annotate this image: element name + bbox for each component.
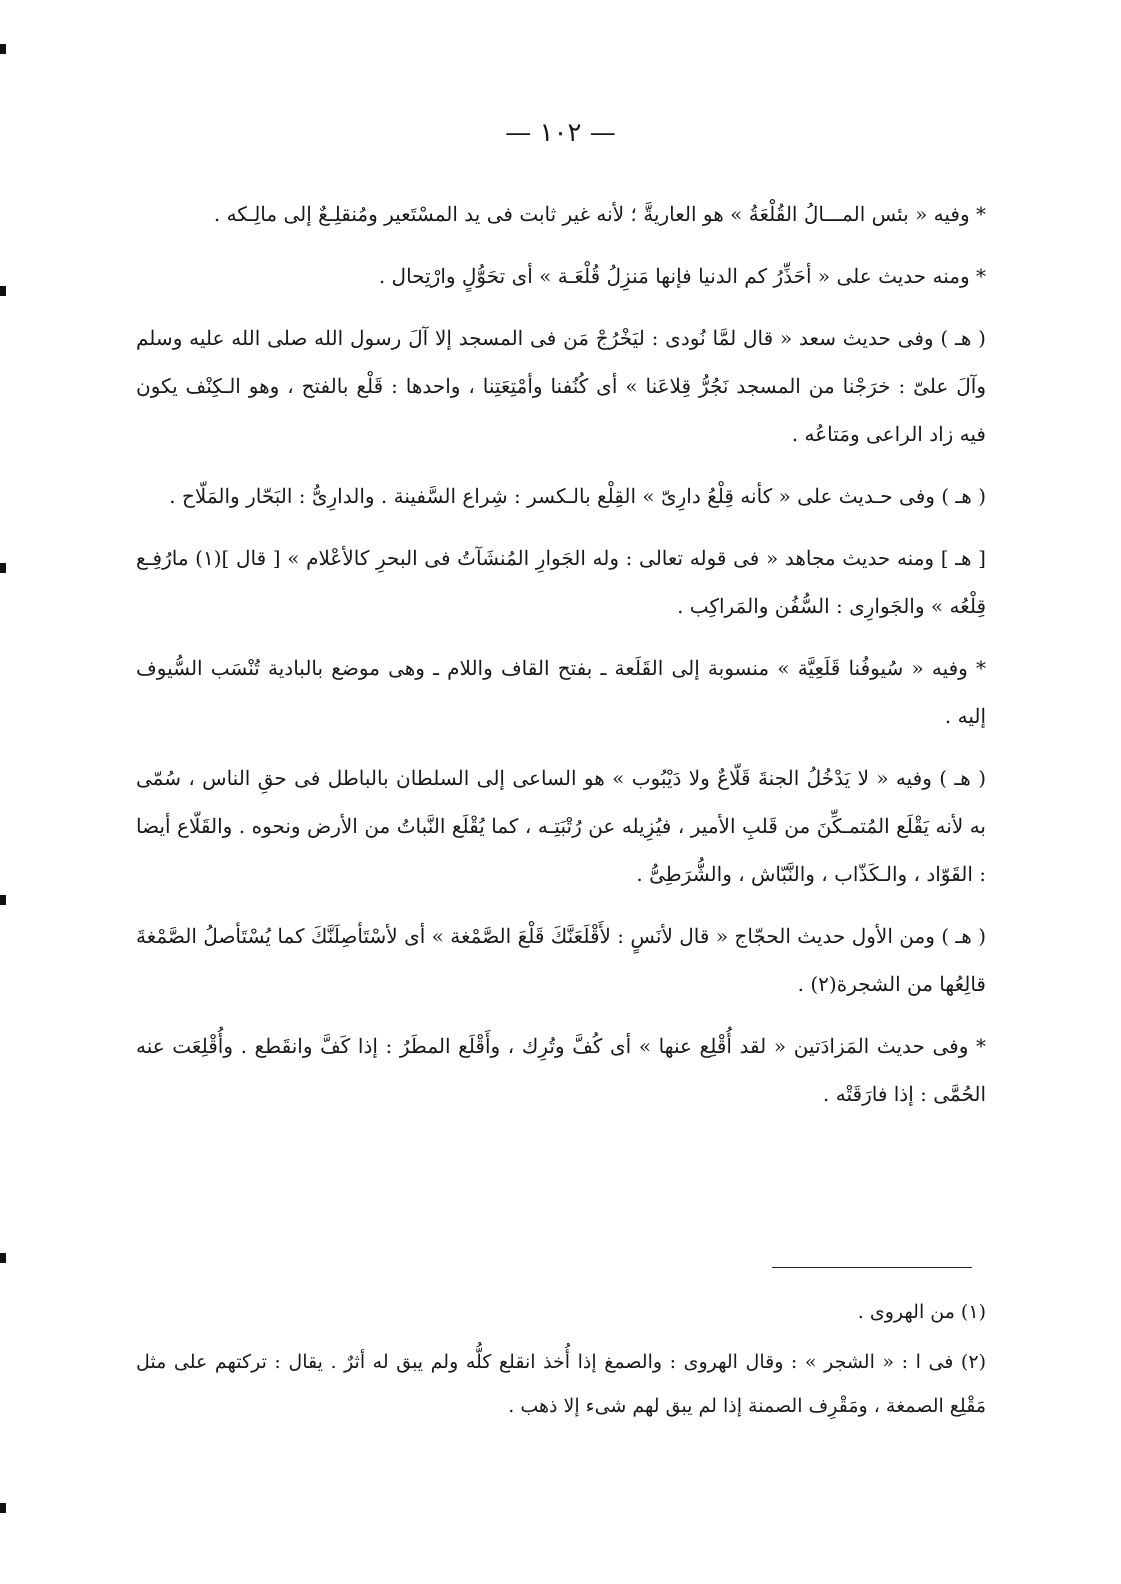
paragraph: ( هـ ) وفى حـديث على « كأنه قِلْعُ دارِىّ » القِلْع بالـكسر : شِراع السَّفينة . والدارِىُّ : البَحّار والمَلّاح . [169,484,986,508]
paragraph: ( هـ ) وفى حديث سعد « قال لمَّا نُودى : ليَخْرُجْ مَن فى المسجد إلا آلَ رسول الله صلى الله عليه وسلم وآلَ علىّ : خرَجْنا من المسجد نَجُرُّ قِلاعَنا » أى كُنُفنا وأمْتِعَتِنا ، واحدها : قَلْع بالفتح ، وهو الـكِنْف يكون فيه زاد الراعى ومَتاعُه . [136,326,986,446]
paragraph: ( هـ ) ومن الأول حديث الحجّاج « قال لأنَسٍ : لأَقْلَعَنَّكَ قَلْعَ الصَّمْغة » أى لأسْتَأصِلَنَّكَ كما يُسْتَأصلُ الصَّمْغةَ قالِعُها من الشجرة(٢) . [136,924,986,996]
scan-edge-mark [0,44,6,54]
paragraph: * وفيه « سُيوفُنا قَلَعِيَّة » منسوبة إلى القَلَعة ـ بفتح القاف واللام ـ وهى موضع بالبادية تُنْسَب السُّيوف إليه . [136,656,986,728]
scan-edge-mark [0,563,6,573]
footnotes [136,1290,986,1434]
page-number: — ١٠٢ — [505,118,616,148]
scan-edge-mark [0,1503,6,1513]
paragraph: * وفى حديث المَزادَتين « لقد أُقْلِع عنها » أى كُفَّ وتُرِك ، وأَقْلَع المطَرُ : إذا كَفَّ وانقَطع . وأُقْلِعَت عنه الحُمَّى : إذا فارَقَتْه . [136,1034,986,1106]
paragraph: * وفيه « بئس المـــالُ القُلْعَةُ » هو العاريةَّ ؛ لأنه غير ثابت فى يد المسْتَعير ومُنقلِـعٌ إلى مالِـكه . [213,202,986,226]
scan-edge-mark [0,286,6,296]
scan-edge-mark [0,895,6,905]
paragraph: [ هـ ] ومنه حديث مجاهد « فى قوله تعالى : وله الجَوارِ المُنشَآتُ فى البحرِ كالأعْلام » [ قال ](١) مارُفِـع قِلْعُه » والجَوارِى : السُّفُن والمَراكِب . [136,546,986,618]
paragraph: * ومنه حديث على « أحَذِّرُ كم الدنيا فإنها مَنزِلُ قُلْعَـة » أى تحَوُّلٍ وارْتِحال . [378,264,986,288]
footnote: (١) من الهروى . [857,1301,986,1323]
footnote: (٢) فى ا : « الشجر » : وقال الهروى : والصمغ إذا أُخذ انقلع كلُّه ولم يبق له أثرٌ . يقال : تركتهم على مثل مَقْلِع الصمغة ، ومَقْرِف الصمنة إذا لم يبق لهم شىء إلا ذهب . [136,1351,986,1417]
scan-edge-mark [0,1253,6,1263]
paragraph: ( هـ ) وفيه « لا يَدْخُلُ الجنةَ قَلّاعٌ ولا دَيْبُوب » هو الساعى إلى السلطان بالباطل فى حقِ الناس ، سُمّى به لأنه يَقْلَع المُتمـكِّنَ من قَلبِ الأمير ، فيُزِيله عن رُتْبَتِـه ، كما يُقْلَع النَّباتُ من الأرض ونحوه . والقَلّاع أيضا : القَوّاد ، والـكَذّاب ، والنَّبّاش ، والشُّرَطِىُّ . [136,766,986,886]
main-text [136,190,986,1132]
